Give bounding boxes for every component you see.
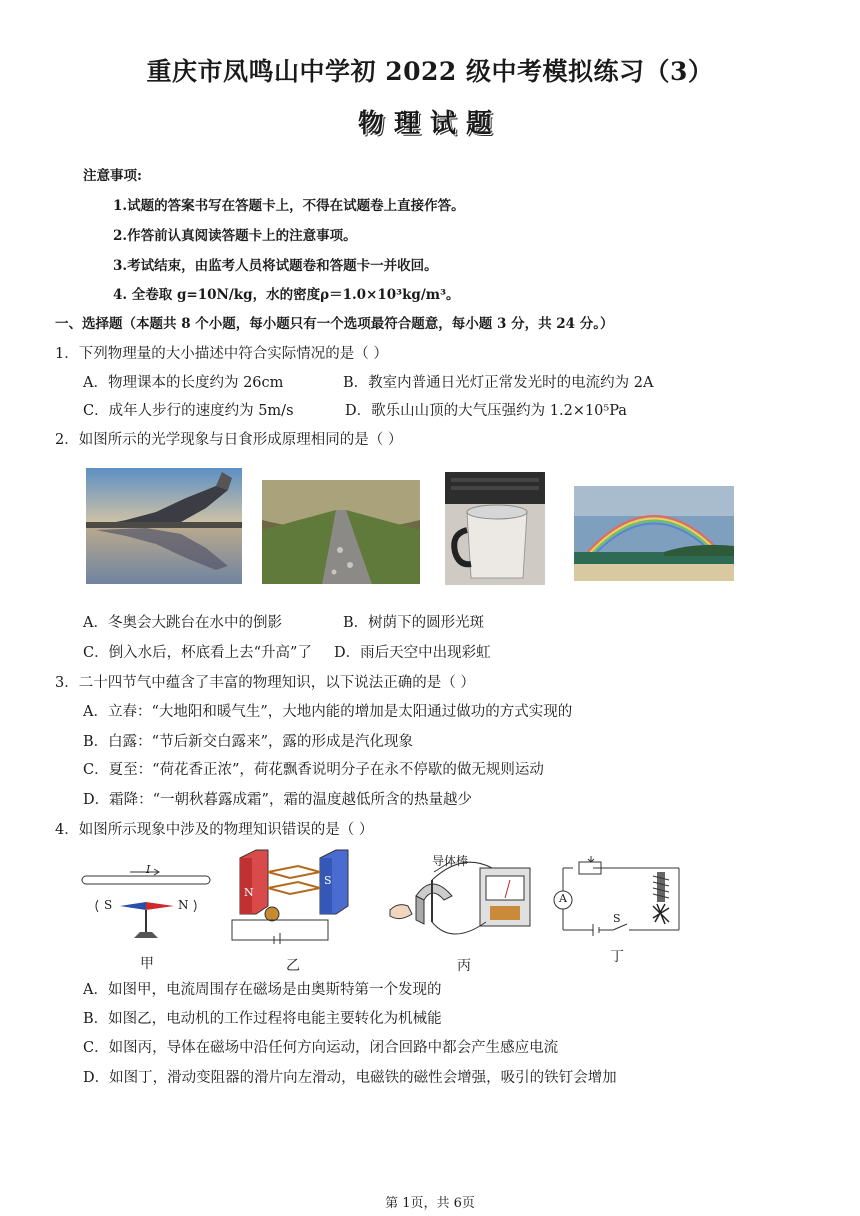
notice-item-1: 1.试题的答案书写在答题卡上，不得在试题卷上直接作答。 xyxy=(113,198,465,214)
q4-stem: 4．如图所示现象中涉及的物理知识错误的是（ ） xyxy=(55,822,374,838)
fig-jia-current-label: I xyxy=(146,863,151,876)
figure-jia-oersted xyxy=(80,856,215,946)
notice-item-3: 3.考试结束，由监考人员将试题卷和答题卡一并收回。 xyxy=(113,258,438,274)
fig-ding-ammeter-label: A xyxy=(559,892,567,905)
q3-option-b: B．白露：“节后新交白露来”，露的形成是汽化现象 xyxy=(83,734,413,750)
q4-option-a: A．如图甲，电流周围存在磁场是由奥斯特第一个发现的 xyxy=(83,982,442,998)
figure-yi-motor xyxy=(228,848,364,944)
fig-label-yi: 乙 xyxy=(286,958,300,974)
q2-option-c: C．倒入水后，杯底看上去“升高”了 xyxy=(83,645,312,661)
q3-option-d: D．霜降：“一朝秋暮露成霜”，霜的温度越低所含的热量越少 xyxy=(83,792,472,808)
fig-bing-conductor-label: 导体棒 xyxy=(432,854,469,868)
page-title: 重庆市凤鸣山中学初 2022 级中考模拟练习（3） xyxy=(146,57,714,86)
q4-option-c: C．如图丙，导体在磁场中沿任何方向运动，闭合回路中都会产生感应电流 xyxy=(83,1040,559,1056)
q1-option-b: B．教室内普通日光灯正常发光时的电流约为 2A xyxy=(343,375,654,391)
q3-option-c: C．夏至：“荷花香正浓”，荷花飘香说明分子在永不停歇的做无规则运动 xyxy=(83,762,544,778)
section-heading: 一、选择题（本题共 8 个小题，每小题只有一个选项最符合题意，每小题 3 分，共 24 分。） xyxy=(55,316,614,332)
q2-stem: 2．如图所示的光学现象与日食形成原理相同的是（ ） xyxy=(55,432,403,448)
q1-option-c: C．成年人步行的速度约为 5m/s xyxy=(83,403,294,419)
q3-stem: 3．二十四节气中蕴含了丰富的物理知识，以下说法正确的是（ ） xyxy=(55,675,475,691)
page-subtitle: 物理试题 xyxy=(357,109,502,139)
q2-option-d: D．雨后天空中出现彩虹 xyxy=(334,645,491,661)
q4-option-d: D．如图丁，滑动变阻器的滑片向左滑动，电磁铁的磁性会增强，吸引的铁钉会增加 xyxy=(83,1070,617,1086)
notice-item-4: 4. 全卷取 g=10N/kg，水的密度ρ＝1.0×10³kg/m³。 xyxy=(113,287,460,303)
q1-stem: 1．下列物理量的大小描述中符合实际情况的是（ ） xyxy=(55,346,388,362)
notice-item-2: 2.作答前认真阅读答题卡上的注意事项。 xyxy=(113,228,357,244)
fig-label-jia: 甲 xyxy=(140,956,154,972)
fig-jia-north-label: N xyxy=(178,898,189,912)
q2-option-b: B．树荫下的圆形光斑 xyxy=(343,615,485,631)
fig-jia-south-label: S xyxy=(104,898,113,912)
photo-ski-jump-reflection xyxy=(86,468,242,584)
q1-option-d: D．歌乐山山顶的大气压强约为 1.2×10⁵Pa xyxy=(345,403,627,419)
figure-ding-electromagnet xyxy=(553,856,687,942)
q2-option-a: A．冬奥会大跳台在水中的倒影 xyxy=(83,615,282,631)
notice-heading: 注意事项: xyxy=(83,168,142,184)
fig-yi-south-label: S xyxy=(324,874,332,887)
fig-ding-switch-label: S xyxy=(613,912,621,925)
page-number: 第 1页，共 6页 xyxy=(385,1196,475,1211)
q3-option-a: A．立春：“大地阳和暖气生”，大地内能的增加是太阳通过做功的方式实现的 xyxy=(83,704,573,720)
q1-option-a: A．物理课本的长度约为 26cm xyxy=(83,375,284,391)
photo-rainbow xyxy=(574,486,734,581)
photo-cup-with-water xyxy=(445,472,545,585)
figure-bing-induction xyxy=(382,852,538,948)
fig-label-ding: 丁 xyxy=(610,949,624,965)
fig-label-bing: 丙 xyxy=(457,958,471,974)
photo-tree-shade-path xyxy=(262,480,420,584)
q4-option-b: B．如图乙，电动机的工作过程将电能主要转化为机械能 xyxy=(83,1011,442,1027)
fig-yi-north-label: N xyxy=(244,886,254,899)
